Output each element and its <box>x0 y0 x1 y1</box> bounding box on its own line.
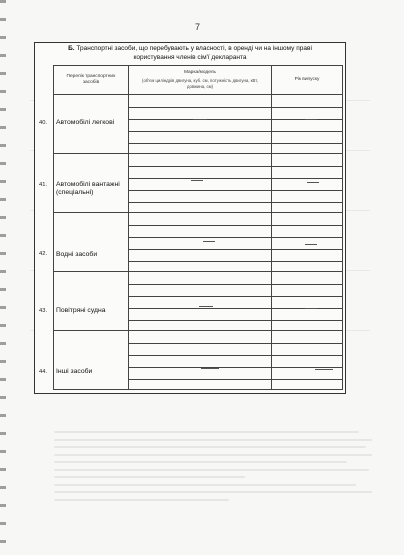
row-number: 41. <box>39 182 48 188</box>
year-dash <box>307 182 319 183</box>
year-dash <box>305 308 317 309</box>
header-make-model-label: Марка/модель <box>183 70 217 75</box>
row-label: Повітряні судна <box>56 307 106 314</box>
show-through-text <box>54 431 372 521</box>
model-dash <box>201 368 219 369</box>
row-number: 43. <box>39 308 48 314</box>
row-label: Автомобілі легкові <box>56 119 115 126</box>
header-make-model-note: (об'єм циліндрів двигуна, куб. см, потужність двигуна, кВт, довжина, см) <box>142 78 258 89</box>
section-title-line1: Транспортні засоби, що перебувають у власності, в оренді чи на іншому праві <box>76 45 312 52</box>
row-number: 42. <box>39 251 48 257</box>
row-number: 44. <box>39 369 48 375</box>
model-dash <box>203 241 215 242</box>
year-dash <box>305 119 317 120</box>
table-row <box>39 95 343 154</box>
row-number: 40. <box>39 120 48 126</box>
header-year: Рік випуску <box>271 65 343 95</box>
table-row <box>39 213 343 272</box>
model-dash <box>193 119 207 120</box>
section-prefix: Б. <box>68 45 75 52</box>
vehicles-table <box>39 65 343 390</box>
vehicles-form <box>34 42 346 394</box>
table-row <box>39 272 343 331</box>
year-dash <box>315 369 333 370</box>
page-number: 7 <box>195 22 201 32</box>
row-label: Водні засоби <box>56 251 98 258</box>
section-title-line2: користування членів сім'ї декларанта <box>133 53 247 61</box>
header-vehicle-list: Перелік транспортних засобів <box>53 65 129 95</box>
row-label: Інші засоби <box>56 368 93 375</box>
year-dash <box>305 244 317 245</box>
section-title <box>35 45 345 62</box>
table-row <box>39 331 343 390</box>
row-label: Автомобілі вантажні (спеціальні) <box>56 181 120 196</box>
model-dash <box>191 180 203 181</box>
header-make-model <box>128 65 272 95</box>
binder-edge <box>0 0 6 555</box>
model-dash <box>199 306 213 307</box>
table-row <box>39 154 343 213</box>
